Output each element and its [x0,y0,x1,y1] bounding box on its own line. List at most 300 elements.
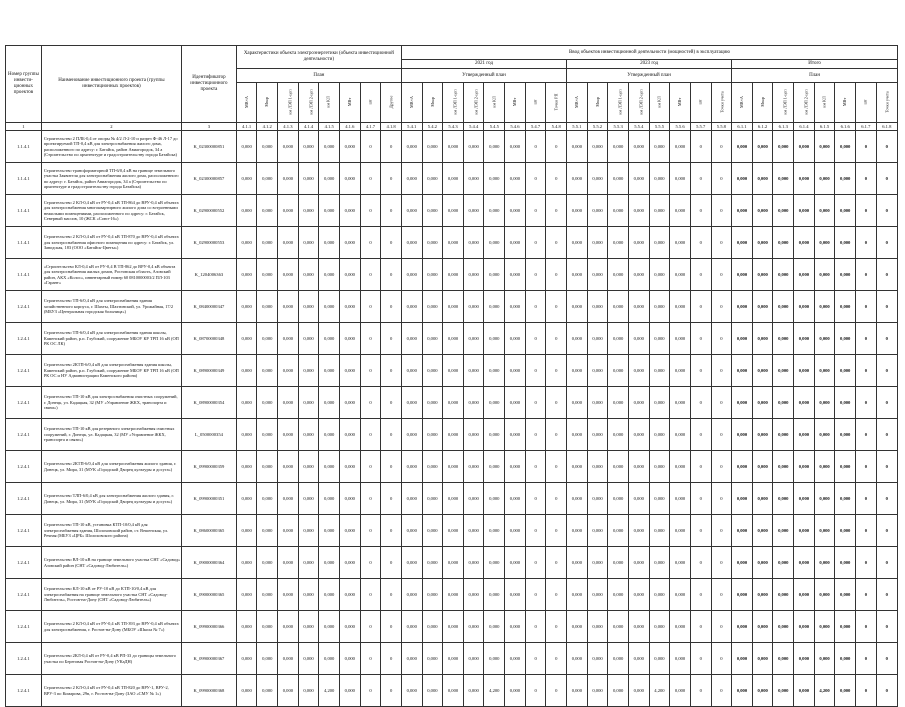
row-project-id: K_02900000552 [182,195,237,227]
row-value-cell: 0,000 [505,323,526,355]
row-value-cell: 0,000 [567,163,588,195]
row-value-cell: 0,000 [567,547,588,579]
row-value-cell: 0,000 [463,643,484,675]
row-value-cell: 0,000 [236,611,257,643]
row-value-cell: 0,000 [752,163,773,195]
row-value-cell: 0,000 [236,579,257,611]
row-value-cell: 0,000 [732,611,753,643]
row-value-cell: 0 [690,259,711,291]
row-value-cell: 0,000 [340,355,361,387]
row-value-cell: 0 [546,419,567,451]
row-group-number: 1.2.4.1 [6,323,42,355]
row-value-cell: 0,000 [794,483,815,515]
subheader-label: МВ×А [408,96,414,108]
row-value-cell: 0,000 [278,419,299,451]
row-value-cell: 0,000 [484,643,505,675]
row-value-cell: 0,000 [340,483,361,515]
row-value-cell: 0 [876,195,897,227]
row-value-cell: 0,000 [319,323,340,355]
row-value-cell: 0,000 [794,323,815,355]
row-value-cell: 0,000 [443,579,464,611]
row-value-cell: 0,000 [443,451,464,483]
row-value-cell: 0,000 [670,547,691,579]
column-number: 3 [182,123,237,131]
row-value-cell: 0 [690,323,711,355]
row-value-cell: 0,000 [835,579,856,611]
header-characteristics: Характеристики объекта электроэнергетики (объекта инвестиционной деятельности) [236,46,401,69]
row-value-cell: 0,000 [773,611,794,643]
row-value-cell: 0 [876,323,897,355]
row-value-cell: 0,000 [587,323,608,355]
row-project-id: K_09900000351 [182,483,237,515]
row-value-cell: 0,000 [340,611,361,643]
row-value-cell: 0,000 [257,355,278,387]
row-value-cell: 0,000 [298,259,319,291]
row-value-cell: 0,000 [236,451,257,483]
subheader-cell [732,83,753,123]
row-value-cell: 0,000 [773,547,794,579]
column-number: 5.5.1 [567,123,588,131]
row-value-cell: 0,000 [236,483,257,515]
row-value-cell: 0,000 [794,579,815,611]
row-value-cell: 0,000 [752,355,773,387]
row-value-cell: 0 [856,643,877,675]
subheader-cell [773,83,794,123]
row-value-cell: 0 [381,163,402,195]
row-project-id: K_09000000364 [182,547,237,579]
header-approved-plan-2023: Утвержденный план [567,69,732,83]
row-value-cell: 0,000 [732,323,753,355]
row-value-cell: 0 [690,483,711,515]
row-value-cell: 0,000 [505,483,526,515]
row-value-cell: 0 [525,611,546,643]
subheader-cell [401,83,422,123]
row-value-cell: 0,000 [443,259,464,291]
row-value-cell: 0,000 [835,387,856,419]
row-value-cell: 0,000 [463,419,484,451]
row-value-cell: 0,000 [608,675,629,707]
row-value-cell: 0 [381,227,402,259]
row-value-cell: 0 [690,387,711,419]
row-value-cell: 0,000 [587,419,608,451]
row-value-cell: 0 [546,195,567,227]
row-value-cell: 0,000 [794,451,815,483]
row-value-cell: 0,000 [670,611,691,643]
column-number: 5.4.7 [525,123,546,131]
row-project-name: Строительство ТП-10 кВ, установка КТП-10/0,4 кВ для электроснабжения здания, Шолоховский район, ст. Вешенская, ул. Речная (МБУЗ «ЦРБ» Шолоховского района) [41,515,181,547]
row-value-cell: 0 [546,515,567,547]
row-value-cell: 0 [856,675,877,707]
row-value-cell: 0,000 [814,419,835,451]
row-value-cell: 0,000 [587,227,608,259]
row-value-cell: 0 [690,515,711,547]
row-value-cell: 0 [360,291,381,323]
row-value-cell: 0 [711,355,732,387]
row-group-number: 1.2.4.1 [6,451,42,483]
row-project-id: K_08700000348 [182,323,237,355]
row-value-cell: 0,000 [773,163,794,195]
row-value-cell: 0,000 [608,163,629,195]
column-number: 6.1.4 [794,123,815,131]
row-value-cell: 0,000 [608,515,629,547]
subheader-cell [794,83,815,123]
row-project-id: K_02300000857 [182,163,237,195]
row-project-id: K_1204006363 [182,259,237,291]
row-value-cell: 0 [690,227,711,259]
row-group-number: 1.2.4.1 [6,611,42,643]
row-value-cell: 0,000 [835,355,856,387]
row-value-cell: 0,000 [649,483,670,515]
subheader-cell [505,83,526,123]
row-value-cell: 0 [856,291,877,323]
row-value-cell: 0 [546,291,567,323]
row-value-cell: 0,000 [340,195,361,227]
row-value-cell: 0,000 [340,323,361,355]
row-value-cell: 0,000 [608,131,629,163]
row-value-cell: 0,000 [401,355,422,387]
row-value-cell: 0 [360,611,381,643]
row-value-cell: 0 [711,131,732,163]
row-value-cell: 0,000 [752,451,773,483]
row-value-cell: 0,000 [236,131,257,163]
row-value-cell: 0 [546,547,567,579]
row-value-cell: 0,000 [463,163,484,195]
row-value-cell: 0,000 [773,451,794,483]
row-value-cell: 0,000 [732,195,753,227]
row-value-cell: 0,000 [422,131,443,163]
column-number: 6.1.7 [856,123,877,131]
row-value-cell: 0,000 [587,387,608,419]
row-value-cell: 0,000 [443,163,464,195]
row-value-cell: 0 [711,291,732,323]
row-value-cell: 0,000 [505,355,526,387]
row-project-id: K_08900000354 [182,387,237,419]
column-number: 6.1.1 [732,123,753,131]
row-value-cell: 0,000 [443,483,464,515]
row-project-id: K_02900000553 [182,227,237,259]
row-value-cell: 0,000 [298,227,319,259]
row-value-cell: 0,000 [401,483,422,515]
row-value-cell: 0,000 [401,451,422,483]
row-value-cell: 0,000 [567,483,588,515]
row-value-cell: 0,000 [278,451,299,483]
row-value-cell: 0,000 [794,291,815,323]
subheader-cell [546,83,567,123]
row-value-cell: 0,000 [814,131,835,163]
row-value-cell: 0,000 [505,547,526,579]
row-value-cell: 0,000 [340,131,361,163]
row-value-cell: 0 [711,547,732,579]
row-value-cell: 0 [690,643,711,675]
row-value-cell: 0,000 [319,291,340,323]
row-project-id: K_09000000365 [182,579,237,611]
row-value-cell: 0 [360,387,381,419]
row-value-cell: 0,000 [628,451,649,483]
row-value-cell: 0,000 [794,195,815,227]
row-value-cell: 0,000 [340,259,361,291]
row-value-cell: 0,000 [628,291,649,323]
row-value-cell: 0,000 [340,387,361,419]
row-value-cell: 0 [690,355,711,387]
row-value-cell: 0 [525,163,546,195]
row-value-cell: 0 [690,163,711,195]
row-value-cell: 0,000 [773,387,794,419]
subheader-label: МВ×А [573,96,579,108]
subheader-label: Мвар [759,97,765,107]
row-value-cell: 0,000 [463,579,484,611]
row-value-cell: 0,000 [587,195,608,227]
row-value-cell: 0,000 [567,387,588,419]
row-project-name: «Строительство КЛ-0,4 кВ от РУ-0,4 В ТП-862 до ВРУ-0,4 кВ объекта для электроснабжения жилых домов, Ростовская область, Азовский район, АКХ «Колос», инвентарный номер 60 0810000003/2 ПЛ-103 «Гарант» [41,259,181,291]
row-value-cell: 0,000 [401,387,422,419]
row-value-cell: 0,000 [628,195,649,227]
row-value-cell: 0,000 [773,291,794,323]
row-value-cell: 0,000 [298,547,319,579]
row-value-cell: 0 [525,291,546,323]
row-value-cell: 0,000 [236,355,257,387]
subheader-label: шт [697,99,703,105]
row-value-cell: 4,200 [319,675,340,707]
row-value-cell: 0,000 [278,515,299,547]
row-value-cell: 0 [711,419,732,451]
subheader-cell [463,83,484,123]
row-value-cell: 0,000 [484,163,505,195]
row-value-cell: 0 [360,643,381,675]
row-value-cell: 0,000 [814,355,835,387]
row-value-cell: 0 [856,419,877,451]
column-number: 6.1.2 [752,123,773,131]
row-value-cell: 0,000 [278,387,299,419]
row-value-cell: 0,000 [443,291,464,323]
row-value-cell: 0,000 [649,227,670,259]
row-group-number: 1.2.4.1 [6,515,42,547]
row-value-cell: 0,000 [567,451,588,483]
subheader-cell [752,83,773,123]
subheader-label: Точки учета [884,91,890,113]
row-value-cell: 0 [381,259,402,291]
row-group-number: 1.2.4.1 [6,355,42,387]
row-value-cell: 0,000 [257,195,278,227]
row-value-cell: 0,000 [401,291,422,323]
row-value-cell: 0,000 [443,675,464,707]
row-value-cell: 0,000 [340,643,361,675]
row-value-cell: 0,000 [587,675,608,707]
row-value-cell: 0,000 [649,291,670,323]
row-value-cell: 0,000 [794,611,815,643]
row-value-cell: 0,000 [505,163,526,195]
row-value-cell: 0,000 [278,579,299,611]
row-value-cell: 0,000 [670,643,691,675]
row-value-cell: 0,000 [278,611,299,643]
column-number: 5.4.2 [422,123,443,131]
subheader-cell [649,83,670,123]
row-value-cell: 0,000 [628,163,649,195]
row-value-cell: 0 [690,451,711,483]
row-value-cell: 0,000 [236,675,257,707]
row-value-cell: 0 [381,579,402,611]
row-value-cell: 0,000 [587,579,608,611]
row-value-cell: 0,000 [608,547,629,579]
row-value-cell: 0,000 [340,451,361,483]
row-value-cell: 0 [381,195,402,227]
row-value-cell: 0,000 [505,675,526,707]
row-value-cell: 0,000 [443,131,464,163]
row-value-cell: 0,000 [628,611,649,643]
subheader-cell [319,83,340,123]
row-value-cell: 0,000 [752,611,773,643]
row-value-cell: 0 [856,227,877,259]
row-value-cell: 0,000 [835,323,856,355]
row-value-cell: 0,000 [567,419,588,451]
row-value-cell: 0,000 [608,323,629,355]
row-value-cell: 0,000 [732,547,753,579]
row-value-cell: 0,000 [319,643,340,675]
row-value-cell: 0 [690,131,711,163]
row-value-cell: 0,000 [567,675,588,707]
row-value-cell: 0 [525,675,546,707]
row-value-cell: 0 [546,675,567,707]
row-value-cell: 0,000 [670,227,691,259]
row-value-cell: 0,000 [628,547,649,579]
row-value-cell: 0,000 [794,227,815,259]
row-value-cell: 0,000 [319,355,340,387]
row-value-cell: 0,000 [484,451,505,483]
table-row [6,483,898,515]
row-value-cell: 0 [546,355,567,387]
row-value-cell: 0 [360,227,381,259]
row-value-cell: 0,000 [752,227,773,259]
row-value-cell: 0,000 [401,131,422,163]
subheader-label: Другое [388,95,394,109]
subheader-label: МВ×А [738,96,744,108]
row-value-cell: 0,000 [587,611,608,643]
row-value-cell: 0,000 [257,131,278,163]
row-value-cell: 0,000 [443,419,464,451]
row-value-cell: 0,000 [794,387,815,419]
column-number: 5.5.6 [670,123,691,131]
row-value-cell: 0 [381,675,402,707]
row-value-cell: 0,000 [814,227,835,259]
row-value-cell: 0,000 [340,419,361,451]
row-value-cell: 0,000 [505,195,526,227]
row-value-cell: 0 [360,547,381,579]
row-value-cell: 0,000 [814,387,835,419]
row-value-cell: 0,000 [587,451,608,483]
row-project-name: Строительство ТП-6/0,4 кВ для электроснабжения здания хозяйственного корпуса, г. Шахты, Шахтинский, ул. Урожайная, 17/2 (МБУЗ «Центральная городская больница») [41,291,181,323]
row-value-cell: 0,000 [484,355,505,387]
row-value-cell: 0,000 [319,419,340,451]
row-value-cell: 0,000 [649,323,670,355]
row-project-name: Строительство 2КТП-6/0,4 кВ для электроснабжения жилого здания, г. Донецк, ул. Мира, 31 (МУК «Городской Дворец культуры и досуга») [41,451,181,483]
row-value-cell: 0,000 [752,579,773,611]
row-value-cell: 0,000 [257,419,278,451]
subheader-label: шт [862,99,868,105]
column-number: 4.1.8 [381,123,402,131]
table-row [6,515,898,547]
row-project-name: Строительство ТП-6/0,4 кВ для электроснабжения здания школы, Каменский район, р.п. Глубокий, сооружение МБОУ КР ТРП 16 кВ (ОП РК ОС ЛК) [41,323,181,355]
row-value-cell: 0 [546,451,567,483]
row-value-cell: 0,000 [463,611,484,643]
subheader-cell [360,83,381,123]
row-value-cell: 0,000 [257,547,278,579]
row-value-cell: 0 [876,291,897,323]
subheader-cell [835,83,856,123]
row-value-cell: 0,000 [608,643,629,675]
row-value-cell: 0 [525,579,546,611]
row-value-cell: 0 [381,611,402,643]
row-value-cell: 0,000 [340,291,361,323]
row-value-cell: 0 [711,451,732,483]
row-value-cell: 0,000 [257,579,278,611]
row-value-cell: 0,000 [484,579,505,611]
row-value-cell: 0,000 [401,547,422,579]
row-value-cell: 0 [856,579,877,611]
row-value-cell: 0,000 [794,355,815,387]
column-number: 4.1.5 [319,123,340,131]
row-value-cell: 0,000 [505,291,526,323]
subheader-cell [257,83,278,123]
subheader-label: км ЛЭП 1-цеп [617,89,623,115]
row-value-cell: 0 [876,611,897,643]
row-value-cell: 0,000 [257,451,278,483]
column-number: 5.4.3 [443,123,464,131]
row-value-cell: 0,000 [463,291,484,323]
row-value-cell: 0,000 [422,643,443,675]
row-value-cell: 0 [525,259,546,291]
row-value-cell: 0,000 [298,483,319,515]
row-value-cell: 0,000 [752,259,773,291]
row-value-cell: 0,000 [752,643,773,675]
row-value-cell: 0,000 [278,131,299,163]
row-value-cell: 0,000 [505,227,526,259]
subheader-cell [422,83,443,123]
row-value-cell: 0 [525,195,546,227]
row-value-cell: 0 [876,355,897,387]
row-value-cell: 0,000 [319,387,340,419]
row-value-cell: 0,000 [463,451,484,483]
row-value-cell: 0,000 [401,579,422,611]
row-value-cell: 0,000 [401,515,422,547]
row-value-cell: 0 [690,579,711,611]
column-number: 5.5.4 [628,123,649,131]
row-value-cell: 0,000 [567,611,588,643]
row-value-cell: 0,000 [835,163,856,195]
row-value-cell: 0 [546,643,567,675]
row-value-cell: 0,000 [236,643,257,675]
row-value-cell: 0,000 [484,195,505,227]
row-value-cell: 0,000 [752,419,773,451]
row-value-cell: 0,000 [773,355,794,387]
row-value-cell: 0 [360,451,381,483]
row-value-cell: 0,000 [608,451,629,483]
row-value-cell: 0,000 [278,547,299,579]
row-value-cell: 0,000 [236,419,257,451]
row-value-cell: 0,000 [628,419,649,451]
header-total: Итого [732,60,898,69]
row-value-cell: 0,000 [752,131,773,163]
subheader-label: МВ×А [243,96,249,108]
row-value-cell: 0,000 [567,643,588,675]
row-value-cell: 0,000 [628,483,649,515]
subheader-label: МВт [842,97,848,107]
row-value-cell: 0,000 [608,611,629,643]
column-number: 2 [41,123,181,131]
row-value-cell: 0,000 [257,643,278,675]
row-value-cell: 0 [856,515,877,547]
row-value-cell: 0,000 [628,675,649,707]
row-value-cell: 0,000 [814,195,835,227]
row-value-cell: 0,000 [422,387,443,419]
